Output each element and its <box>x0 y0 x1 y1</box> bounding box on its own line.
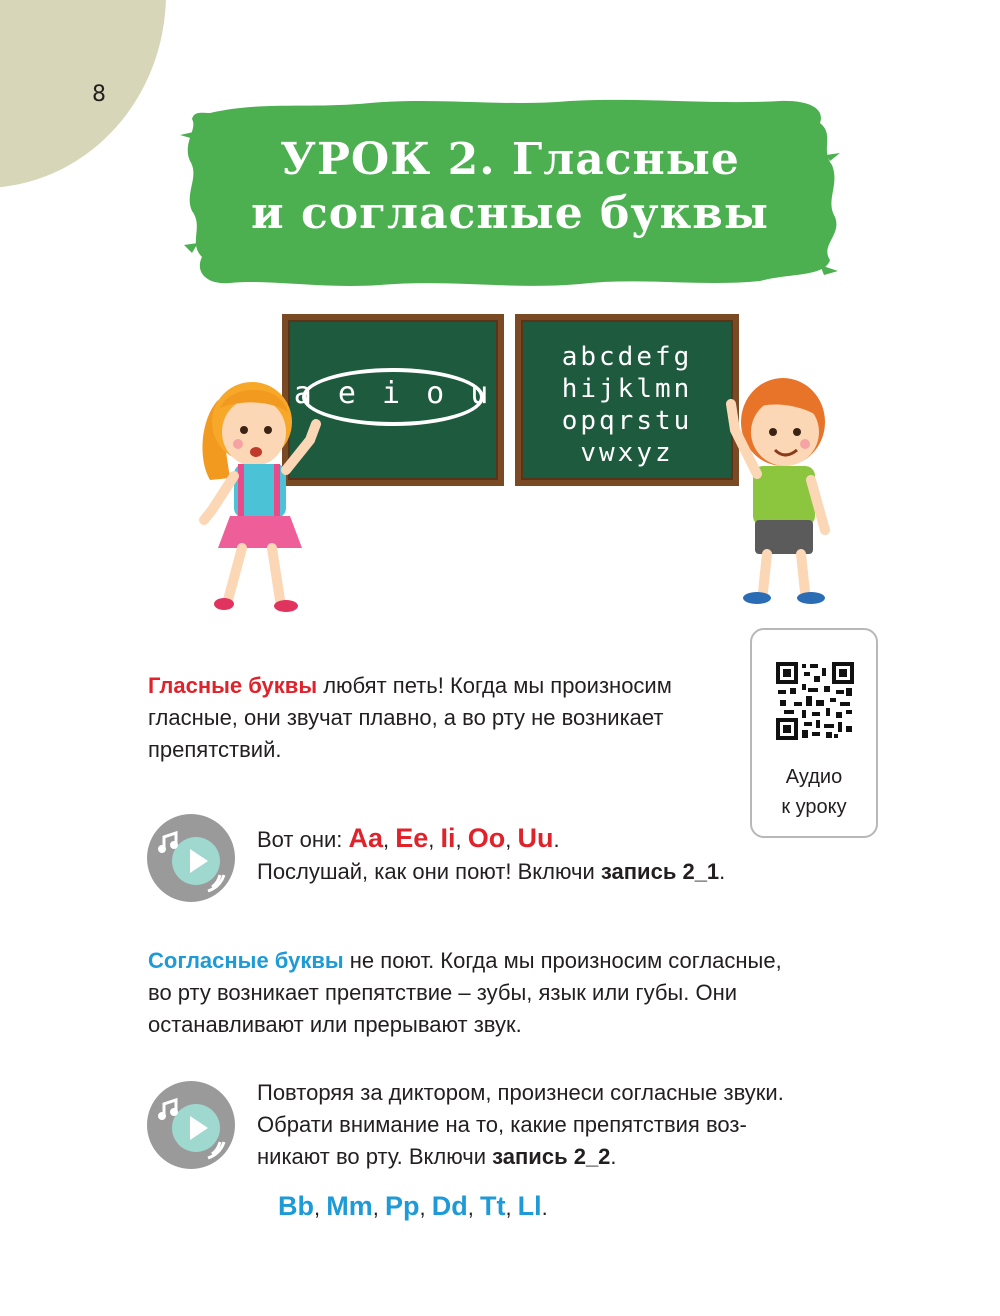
consonants-audio-text <box>257 1077 877 1173</box>
boy-illustration <box>705 370 845 610</box>
alphabet-line-3: opqrstu <box>561 406 693 436</box>
consonants-highlight: Согласные буквы <box>148 948 344 973</box>
vowel-letter-o: Oo <box>467 823 506 853</box>
separator: , <box>314 1195 327 1220</box>
audio-play-icon[interactable] <box>146 813 236 903</box>
title-line-1: УРОК 2. Гласные <box>280 134 740 185</box>
consonant-letter-b: Bb <box>278 1191 314 1221</box>
consonants-paragraph <box>148 945 860 1041</box>
title-banner <box>180 95 840 290</box>
lesson-title <box>180 133 840 241</box>
corner-decoration <box>0 0 166 188</box>
separator: , <box>428 827 441 852</box>
alphabet-line-4: vwxyz <box>580 438 674 468</box>
period: . <box>719 859 726 884</box>
consonant-letter-l: Ll <box>517 1191 542 1221</box>
separator: , <box>455 827 468 852</box>
vowel-letter-i: Ii <box>440 823 456 853</box>
qr-audio-box[interactable] <box>750 628 878 838</box>
consonant-letter-t: Tt <box>479 1191 506 1221</box>
alphabet-line-2: hijklmn <box>561 374 693 404</box>
consonants-audio-line-1: Повторяя за диктором, произнеси согласные звуки. <box>257 1080 784 1105</box>
consonants-line-1: не поют. Когда мы произносим согласные, <box>343 948 782 973</box>
qr-caption-line-1: Аудио <box>785 766 843 788</box>
separator: , <box>505 1195 518 1220</box>
consonant-letter-p: Pp <box>384 1191 420 1221</box>
girl-illustration <box>190 360 330 616</box>
vowels-line-3: препятствий. <box>148 737 282 762</box>
separator: , <box>372 1195 385 1220</box>
separator: , <box>383 827 396 852</box>
period: . <box>553 827 560 852</box>
qr-code-icon[interactable] <box>776 662 854 740</box>
vowels-chalk-text: a e i o u <box>293 376 493 411</box>
separator: , <box>419 1195 432 1220</box>
consonants-audio-line-2: Обрати внимание на то, какие препятствия воз- <box>257 1112 747 1137</box>
consonants-line-3: останавливают или прерывают звук. <box>148 1012 522 1037</box>
alphabet-line-1: abcdefg <box>561 342 693 372</box>
page-number: 8 <box>92 82 106 107</box>
vowels-audio-prefix: Вот они: <box>257 827 349 852</box>
title-line-2: и согласные буквы <box>251 188 769 239</box>
vowel-letter-a: Aa <box>348 823 384 853</box>
qr-caption <box>752 762 876 822</box>
qr-caption-line-2: к уроку <box>781 796 847 818</box>
consonant-letters <box>278 1190 778 1224</box>
consonants-line-2: во рту возникает препятствие – зубы, язык или губы. Они <box>148 980 738 1005</box>
vowels-line-2: гласные, они звучат плавно, а во рту не возникает <box>148 705 664 730</box>
separator: , <box>467 1195 480 1220</box>
vowels-audio-text <box>257 822 877 888</box>
separator: , <box>505 827 518 852</box>
audio-play-icon[interactable] <box>146 1080 236 1170</box>
vowels-paragraph <box>148 670 728 766</box>
vowels-line-1: любят петь! Когда мы произносим <box>317 673 672 698</box>
vowels-highlight: Гласные буквы <box>148 673 318 698</box>
record-2-2-link[interactable]: запись 2_2 <box>492 1144 611 1169</box>
consonant-letter-m: Mm <box>326 1191 373 1221</box>
vowel-letter-u: Uu <box>517 823 554 853</box>
period: . <box>541 1195 548 1220</box>
consonant-letter-d: Dd <box>431 1191 468 1221</box>
consonants-audio-line-3: никают во рту. Включи <box>257 1144 493 1169</box>
period: . <box>610 1144 617 1169</box>
vowels-audio-instruction: Послушай, как они поют! Включи <box>257 859 601 884</box>
vowel-letter-e: Ee <box>395 823 429 853</box>
record-2-1-link[interactable]: запись 2_1 <box>600 859 720 884</box>
